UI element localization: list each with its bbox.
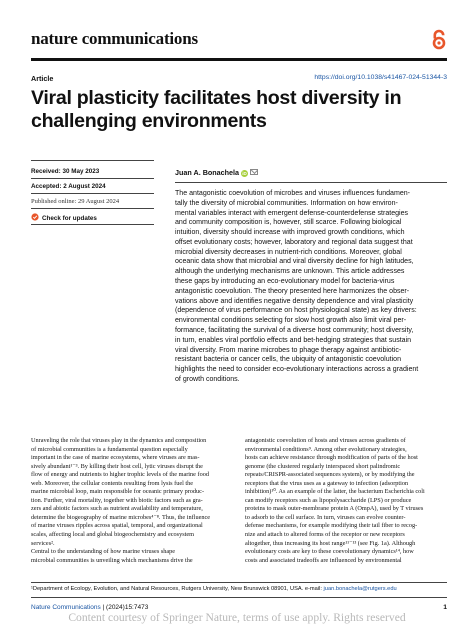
abstract-line: highlights the need to consider eco-evolutionary interactions across a gradient [175,366,419,374]
body-line: antagonistic coevolution of hosts and viruses across gradients of [245,437,406,444]
abstract-line: of growth conditions. [175,375,240,383]
meta-divider [31,193,154,194]
body-line: determine the biogeography of marine microbes⁴⁻⁸. Thus, the influence [31,513,211,521]
affiliation-footnote [31,586,397,592]
title-line: Viral plasticity facilitates host diversity in [31,87,402,109]
abstract-line: intuition, diversity should increase with improved growth conditions, which [175,229,405,237]
header-rule [31,58,447,61]
meta-divider [31,178,154,179]
body-line: flow of energy and nutrients to higher trophic levels of the marine food [31,471,209,479]
abstract-line: The antagonistic coevolution of microbes and viruses influences fundamen- [175,190,411,197]
title-line: challenging environments [31,110,267,132]
article-type: Article [31,74,54,83]
abstract-line: offset evolutionary costs; however, laboratory and regional data suggest that [175,238,413,246]
body-line: defense mechanisms, for example modifying their tail fiber to recog- [245,522,418,530]
meta-divider [31,160,154,161]
orcid-icon[interactable]: iD [242,171,247,176]
body-line: Central to the understanding of how marine viruses shape [31,548,176,556]
journal-citation-rest: | (2024)15:7473 [100,604,149,611]
abstract-line: in turn, enables viral portfolio effects and bet-hedging strategies that sustain [175,336,412,344]
article-title [31,87,451,133]
body-column-right [245,437,453,565]
abstract-line: and community composition is, however, still scarce. Following biological [175,219,402,227]
author-label: Juan A. Bonachela [175,168,240,177]
abstract-line: vations above and identifies negative density dependence and viral plasticity [175,297,414,305]
journal-citation-link[interactable]: Nature Communications [31,604,101,611]
meta-divider [31,224,154,225]
body-line: tion. Further, viral mortality, together with biotic factors such as gra- [31,496,203,504]
abstract [175,189,452,385]
body-line: nize and attach to altered forms of the receptor or new receptors [245,531,405,539]
body-line: important in the case of marine ecosystems, where viruses are mas- [31,454,200,462]
body-line: costs and associated tradeoffs are influenced by environmental [245,556,402,564]
affiliation-text: ¹Department of Ecology, Evolution, and Natural Resources, Rutgers University, New Brunswick 08901, USA. [31,586,304,592]
author-name[interactable] [175,168,258,177]
email-icon[interactable] [250,169,258,175]
meta-divider [31,208,154,209]
abstract-line: resistant bacteria or cancer cells, the ubiquity of antagonistic coevolution [175,356,402,364]
abstract-line: viral diversity. From marine microbes to phage therapy against antibiotic- [175,346,402,354]
body-line: hosts can achieve resistance through modification of parts of the host [245,454,418,462]
footer-rule [31,597,447,598]
body-line: of marine viruses ripples across spatial, temporal, and organizational [31,522,203,530]
page-number: 1 [443,604,447,611]
abstract-line: microbial diversity decreases in nutrient-rich conditions. Moreover, global [175,248,402,256]
check-updates-label: Check for updates [42,215,97,222]
abstract-line: environmental conditions selecting for slow host growth also limit viral per- [175,317,407,325]
received-date: Received: 30 May 2023 [31,168,100,175]
abstract-line: formance, facilitating the survival of a diverse host community; host diversity, [175,326,414,334]
footnote-rule [31,582,447,583]
author-rule [175,182,447,183]
body-line: genome (the clustered regularly interspaced short palindromic [245,462,401,470]
check-updates-button[interactable] [31,213,97,222]
body-line: services². [31,539,55,547]
abstract-line: these gaps by introducing an eco-evolutionary model for bacteria-virus [175,278,395,286]
body-line: microbial communities is unveiling which mechanisms drive the [31,556,193,564]
body-line: evolutionary costs are key to these coevolutionary dynamics¹⁴, how [245,548,414,556]
body-line: of microbial communities is a fundamental question especially [31,445,188,453]
copyright-watermark: Content courtesy of Springer Nature, terms of use apply. Rights reserved [68,611,406,624]
body-line: Unraveling the role that viruses play in the dynamics and composition [31,437,207,444]
body-line: proteins to mask outer-membrane protein A (OmpA), used by T viruses [245,505,424,513]
body-line: marine microbial loop, main responsible for oceanic primary produc- [31,488,205,496]
body-line: can modify receptors such as lipopolysaccharide (LPS) or produce [245,496,412,504]
body-line: inhibition)¹⁰. As an example of the latter, the bacterium Escherichia coli [245,488,425,496]
abstract-line: tally the diversity of microbial communities. Information on how environ- [175,199,398,207]
body-line: scales, affecting local and global biogeochemistry and ecosystem [31,531,195,539]
journal-name: nature communications [31,29,198,48]
body-line: receptors that the virus uses as a gateway to infection (adsorption [245,479,409,487]
abstract-line: although the underlying mechanisms are unknown. This article addresses [175,268,405,276]
open-access-lock-icon [431,29,447,50]
body-column-left [31,437,239,565]
abstract-line: (dependence of virus performance on host physiological state) as key drivers: [175,307,417,315]
author-email-link[interactable]: juan.bonachela@rutgers.edu [323,586,397,592]
body-line: environmental conditions⁹. Among other evolutionary strategies, [245,445,407,453]
accepted-date: Accepted: 2 August 2024 [31,183,106,190]
check-updates-icon [31,213,39,221]
abstract-line: antagonistic coevolution. The theory presented here harmonizes the obser- [175,287,410,295]
doi-link[interactable]: https://doi.org/10.1038/s41467-024-51344-3 [314,74,447,81]
body-line: web. Moreover, the cellular contents resulting from lysis fuel the [31,479,194,487]
body-line: zers and abiotic factors such as nutrient availability and temperature, [31,505,203,513]
body-line: sively abundant¹⁻³. By killing their host cell, lytic viruses disrupt the [31,462,203,470]
body-line: repeats/CRISPR-associated sequences system), or by modifying the [245,471,415,479]
email-prefix: e-mail: [304,586,322,592]
journal-citation [31,604,148,611]
published-date: Published online: 29 August 2024 [31,198,120,205]
body-line: to adsorb to the cell surface. In turn, viruses can evolve counter- [245,513,406,521]
abstract-line: oceanic data show that microbial and viral diversity decline for high latitudes, [175,258,414,266]
abstract-line: mental variables interact with emergent defense-counterdefense strategies [175,209,409,217]
body-line: altogether, thus increasing its host range¹¹⁻¹³ (see Fig. 1a). Although [245,539,416,547]
